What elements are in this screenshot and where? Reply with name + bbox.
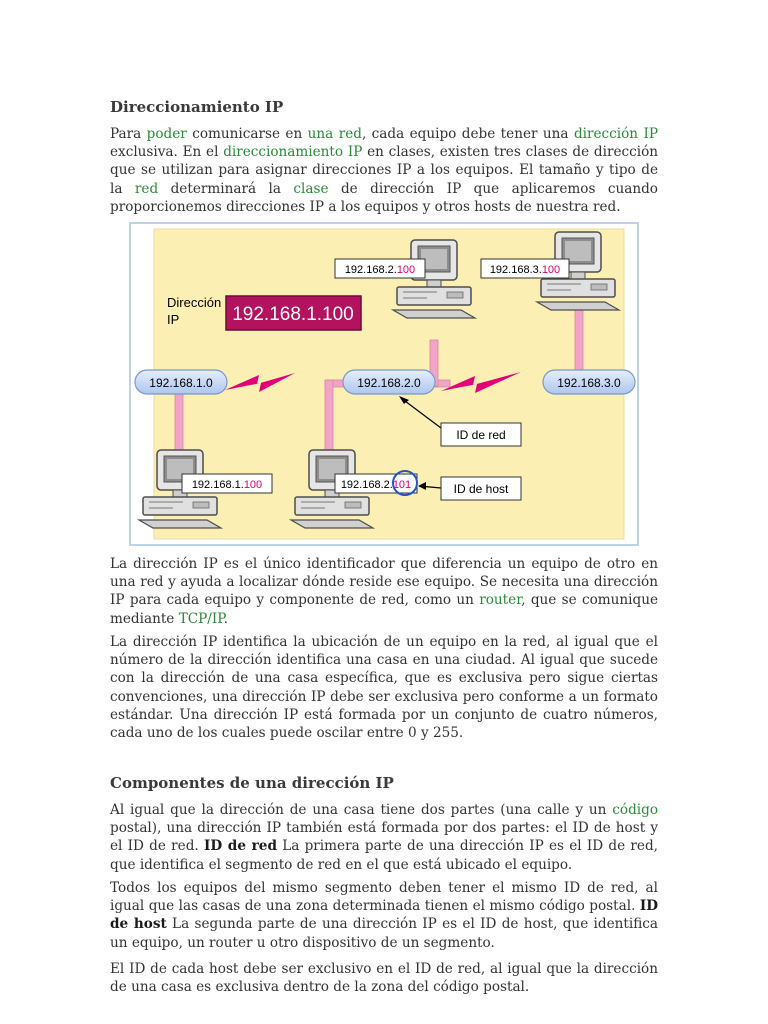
paragraph-components	[110, 801, 658, 874]
callout-network-text: ID de red	[456, 428, 506, 442]
network-label: 192.168.3.0	[557, 376, 621, 390]
paragraph-segment	[110, 879, 658, 952]
host-prefix: 192.168.2.	[340, 479, 393, 491]
text: Para	[110, 126, 147, 142]
link-codigo[interactable]: código	[612, 802, 658, 818]
paragraph-host-unique: El ID de cada host debe ser exclusivo en el ID de red, al igual que la dirección de una casa es exclusiva dentro de la zona del código postal.	[110, 961, 658, 996]
term-id-de-host: ID de host	[110, 898, 658, 933]
text: Todos los equipos del mismo segmento deben tener el mismo ID de red, al igual que las casas de una zona determinada tienen el mismo código postal.	[110, 880, 658, 915]
text: comunicarse en	[186, 126, 308, 142]
text: de dirección IP que aplicaremos cuando proporcionemos direcciones IP a los equipos y otros hosts de nuestra red.	[110, 180, 658, 215]
link-una-red[interactable]: una red	[307, 126, 362, 142]
network-label: 192.168.2.0	[357, 376, 421, 390]
term-id-de-red: ID de red	[204, 838, 277, 855]
text: .	[223, 610, 228, 627]
ip-address-value: 192.168.1.100	[232, 304, 354, 325]
host-suffix: 100	[243, 479, 263, 491]
network-oval-1	[135, 370, 227, 394]
svg-text:192.168.1.100	[192, 479, 262, 491]
link-red[interactable]: red	[134, 180, 159, 197]
callout-host-text: ID de host	[453, 482, 509, 496]
host-label-3-100	[481, 259, 569, 278]
link-tcp-ip[interactable]: TCP/IP	[178, 610, 224, 627]
link-poder[interactable]: poder	[146, 126, 187, 142]
svg-text:192.168.3.100	[490, 264, 560, 276]
network-label: 192.168.1.0	[149, 376, 213, 390]
text: , cada equipo debe tener una	[361, 126, 574, 142]
host-prefix: 192.168.3.	[489, 264, 542, 276]
host-suffix: 100	[541, 264, 561, 276]
link-direccionamiento-ip[interactable]: direccionamiento IP	[223, 144, 363, 161]
network-oval-2	[343, 370, 435, 394]
svg-text:192.168.2.100	[345, 264, 415, 276]
text: La segunda parte de una dirección IP es el ID de host, que identifica un equipo, un router u otro dispositivo de un segmento.	[110, 916, 658, 951]
text: La dirección IP es el único identificador que diferencia un equipo de otro en una red y ayuda a localizar dónde reside ese equipo. Se necesita una dirección IP para cada equipo y componente de red, como un	[110, 556, 658, 609]
host-suffix: 101	[392, 479, 412, 491]
text: , que se comunique mediante	[110, 592, 659, 627]
paragraph-intro	[110, 125, 658, 216]
host-suffix: 100	[396, 264, 416, 276]
callout-network-id	[441, 423, 521, 446]
link-clase[interactable]: clase	[293, 180, 329, 197]
text: determinará la	[158, 180, 294, 197]
section-title-direccionamiento: Direccionamiento IP	[110, 98, 284, 116]
callout-host-id	[441, 477, 521, 500]
ip-label-line1: Dirección	[167, 295, 222, 310]
network-diagram	[129, 222, 639, 546]
link-router[interactable]: router	[479, 592, 522, 609]
host-label-2-100	[335, 259, 425, 278]
link-direccion-ip[interactable]: dirección IP	[573, 126, 658, 142]
text: en clases, existen tres clases de dirección que se utilizan para asignar direcciones IP a los equipos. El tamaño y tipo de la	[110, 144, 659, 197]
text: Al igual que la dirección de una casa tiene dos partes (una calle y un	[110, 802, 613, 818]
paragraph-ip-identifier	[110, 555, 658, 628]
host-prefix: 192.168.1.	[191, 479, 244, 491]
svg-text:192.168.2.101	[341, 479, 411, 491]
text: exclusiva. En el	[110, 144, 224, 161]
host-prefix: 192.168.2.	[344, 264, 397, 276]
host-label-1-100	[182, 474, 272, 493]
host-label-2-101	[335, 471, 417, 495]
ip-label-line2: IP	[167, 312, 180, 327]
text: La primera parte de una dirección IP es el ID de red, que identifica el segmento de red en el que está ubicado el equipo.	[110, 838, 658, 873]
paragraph-ip-location: La dirección IP identifica la ubicación de un equipo en la red, al igual que el número de la dirección identifica una casa en una ciudad. Al igual que sucede con la dirección de una casa específica, que es exclusiva pero sigue ciertas convenciones, una dirección IP debe ser exclusiva pero conforme a un formato estándar. Una dirección IP está formada por un conjunto de cuatro números, cada uno de los cuales puede oscilar entre 0 y 255.	[110, 634, 658, 742]
text: postal), una dirección IP también está formada por dos partes: el ID de host y el ID de red.	[110, 820, 658, 855]
network-oval-3	[543, 370, 635, 394]
section-title-componentes: Componentes de una dirección IP	[110, 774, 394, 792]
